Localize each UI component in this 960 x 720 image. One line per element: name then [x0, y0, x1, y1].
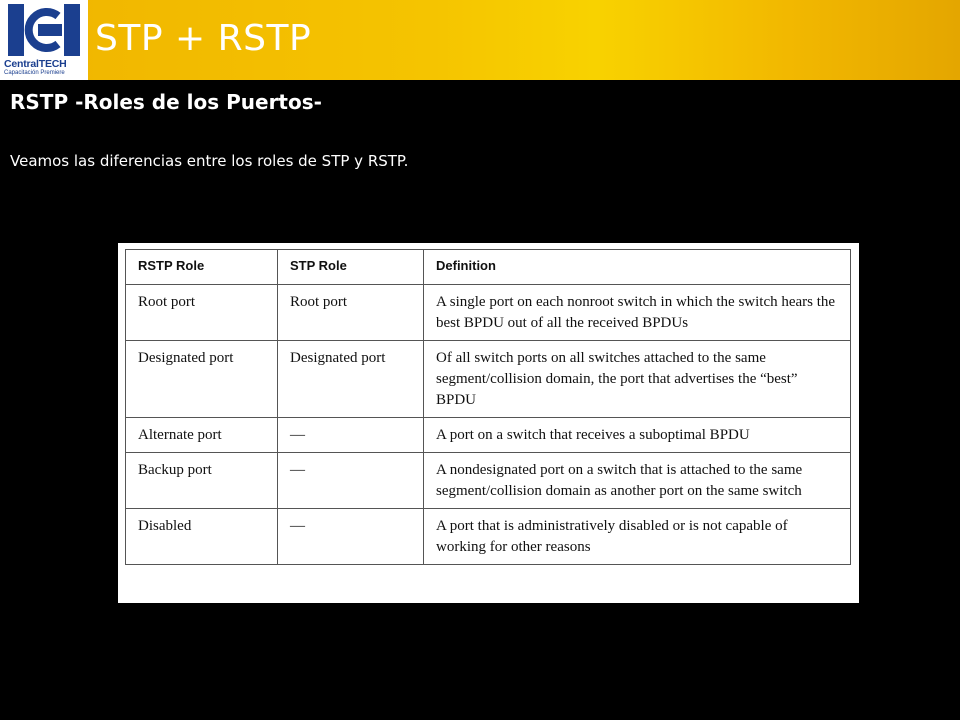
cell-definition: A port on a switch that receives a suboptimal BPDU: [424, 418, 851, 453]
cell-stp-role: —: [278, 453, 424, 509]
cell-stp-role: —: [278, 509, 424, 565]
table-row: [126, 509, 851, 565]
cell-stp-role: Root port: [278, 285, 424, 341]
logo-brand-text: CentralTECH: [4, 58, 67, 70]
roles-table: [125, 249, 851, 565]
cell-rstp-role: Backup port: [126, 453, 278, 509]
cell-rstp-role: Designated port: [126, 341, 278, 418]
column-header-stp-role: STP Role: [278, 250, 424, 285]
cell-stp-role: Designated port: [278, 341, 424, 418]
cell-definition: A nondesignated port on a switch that is attached to the same segment/collision domain as another port on the same switch: [424, 453, 851, 509]
column-header-definition: Definition: [424, 250, 851, 285]
header-bar: [0, 0, 960, 80]
table-row: [126, 418, 851, 453]
cell-definition: Of all switch ports on all switches attached to the same segment/collision domain, the port that advertises the “best” BPDU: [424, 341, 851, 418]
section-subtitle: RSTP -Roles de los Puertos-: [10, 90, 322, 114]
cell-definition: A single port on each nonroot switch in which the switch hears the best BPDU out of all the received BPDUs: [424, 285, 851, 341]
cell-stp-role: —: [278, 418, 424, 453]
lead-text: Veamos las diferencias entre los roles de STP y RSTP.: [10, 152, 409, 170]
logo-tagline: Capacitación Premiere: [4, 70, 65, 76]
cell-definition: A port that is administratively disabled or is not capable of working for other reasons: [424, 509, 851, 565]
column-header-rstp-role: RSTP Role: [126, 250, 278, 285]
logo-c-icon: [4, 2, 84, 58]
roles-table-panel: [118, 243, 859, 603]
table-header-row: [126, 250, 851, 285]
table-row: [126, 285, 851, 341]
cell-rstp-role: Alternate port: [126, 418, 278, 453]
slide-title: STP + RSTP: [95, 18, 312, 59]
company-logo: [0, 0, 88, 80]
table-row: [126, 341, 851, 418]
cell-rstp-role: Disabled: [126, 509, 278, 565]
table-row: [126, 453, 851, 509]
cell-rstp-role: Root port: [126, 285, 278, 341]
